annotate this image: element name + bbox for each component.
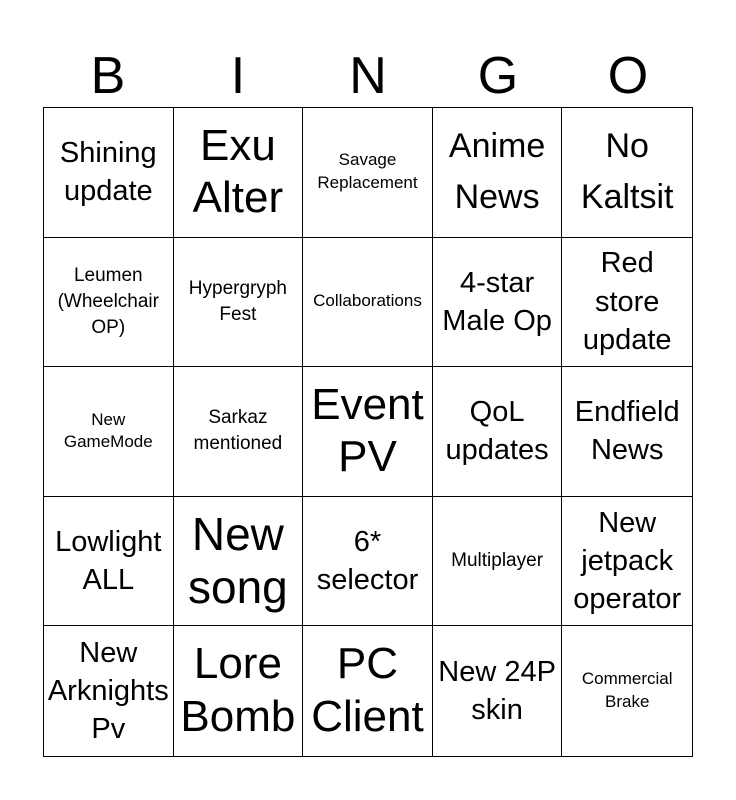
bingo-cell xyxy=(562,367,692,497)
header-letter-b: B xyxy=(90,47,126,105)
cell-text: New GameMode xyxy=(63,409,153,452)
bingo-cell xyxy=(562,238,692,368)
cell-text: Shining update xyxy=(59,137,157,208)
cell-text: New 24P skin xyxy=(438,655,556,727)
bingo-cell xyxy=(174,497,304,627)
bingo-cell xyxy=(174,367,304,497)
cell-text: Anime News xyxy=(448,127,546,217)
bingo-board xyxy=(43,107,693,757)
bingo-cell xyxy=(44,626,174,756)
bingo-cell xyxy=(433,497,563,627)
bingo-header xyxy=(43,44,693,108)
bingo-cell xyxy=(562,108,692,238)
bingo-cell xyxy=(303,367,433,497)
cell-text: New jetpack operator xyxy=(573,506,682,616)
bingo-cell xyxy=(174,626,304,756)
bingo-cell xyxy=(303,108,433,238)
cell-text: Endfield News xyxy=(574,396,680,467)
header-letter-i: I xyxy=(230,47,246,105)
bingo-cell xyxy=(303,626,433,756)
cell-text: Lore Bomb xyxy=(180,639,296,742)
bingo-cell xyxy=(44,367,174,497)
cell-text: Exu Alter xyxy=(192,120,284,223)
bingo-cell xyxy=(433,108,563,238)
cell-text: Hypergryph Fest xyxy=(188,277,287,325)
header-letter-g: G xyxy=(477,47,519,105)
cell-text: Leumen (Wheelchair OP) xyxy=(57,264,159,338)
bingo-cell xyxy=(433,367,563,497)
bingo-cell xyxy=(174,238,304,368)
cell-text: Lowlight ALL xyxy=(55,525,162,597)
cell-text: 4-star Male Op xyxy=(442,266,552,337)
bingo-cell xyxy=(174,108,304,238)
cell-text: 6* selector xyxy=(316,525,419,597)
bingo-cell xyxy=(303,497,433,627)
cell-text: PC Client xyxy=(311,639,424,742)
cell-text: Collaborations xyxy=(313,291,422,311)
cell-text: Multiplayer xyxy=(451,549,544,571)
cell-text: Commercial Brake xyxy=(581,669,673,712)
cell-text: QoL updates xyxy=(445,396,549,467)
cell-text: Sarkaz mentioned xyxy=(193,407,283,455)
header-letter-o: O xyxy=(607,47,649,105)
bingo-cell xyxy=(562,497,692,627)
bingo-cell xyxy=(44,108,174,238)
bingo-cell xyxy=(562,626,692,756)
cell-text: New Arknights Pv xyxy=(47,636,169,746)
bingo-cell xyxy=(44,238,174,368)
cell-text: No Kaltsit xyxy=(580,127,674,217)
cell-text: New song xyxy=(188,508,288,614)
bingo-cell xyxy=(303,238,433,368)
cell-text: Savage Replacement xyxy=(317,150,418,193)
cell-text: Red store update xyxy=(582,247,672,357)
header-letter-n: N xyxy=(349,47,387,105)
bingo-cell xyxy=(433,626,563,756)
cell-text: Event PV xyxy=(311,379,424,482)
bingo-cell xyxy=(433,238,563,368)
bingo-cell xyxy=(44,497,174,627)
